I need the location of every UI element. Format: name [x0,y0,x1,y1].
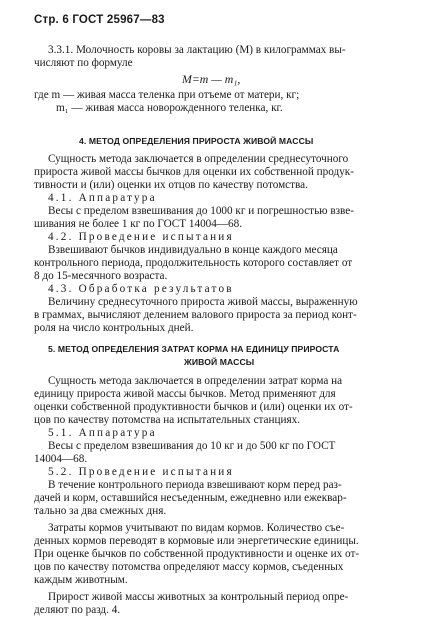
legend-line: m₁ — живая масса новорожденного теленка, кг. [56,102,283,114]
text-line: в граммах, вычисляют делением валового прироста за период конт- [34,309,357,321]
text-line: Сущность метода заключается в определении затрат корма на [48,375,343,387]
section-heading-5: 5. МЕТОД ОПРЕДЕЛЕНИЯ ЗАТРАТ КОРМА НА ЕДИНИЦУ ПРИРОСТА [48,344,340,354]
paragraph-3-3-1 [34,44,396,70]
text-line: Прирост живой массы животных за контрольный период опре- [48,591,349,603]
text-line: цов по качеству потомства определяют массу кормов, съеденных [34,561,344,573]
subsection-title: 5.1. Аппаратура [48,427,157,439]
text-line: тивности и (или) оценки их отцов по качеству потомства. [34,179,308,191]
page-header: Стр. 6 ГОСТ 25967—83 [34,14,165,26]
text-line: дачей и корм, оставшийся несъеденным, ежедневно или ежеквар- [34,492,347,504]
section-heading-5-cont: ЖИВОЙ МАССЫ [184,357,255,367]
section-4-body [34,153,396,335]
text-line: тально за два смежных дня. [34,505,167,517]
text-line: числяют по формуле [34,57,133,69]
text-line: Затраты кормов учитывают по видам кормов. Количество съе- [48,522,345,534]
subsection-title: 4.2. Проведение испытания [48,231,234,243]
text-line: каждым животным. [34,574,128,586]
legend-line: где m — живая масса теленка при отъеме от матери, кг; [34,89,300,101]
text-line: Весы с пределом взвешивания до 10 кг и до 500 кг по ГОСТ [48,440,336,452]
text-line: 3.3.1. Молочность коровы за лактацию (M) в килограммах вы- [48,44,346,56]
subsection-title: 4.1. Аппаратура [48,192,157,204]
text-line: единицу прироста живой массы бычков. Метод применяют для [34,388,336,400]
formula: M=m — m₁, [182,72,241,86]
text-line: Сущность метода заключается в определении среднесуточного [48,153,349,165]
text-line: 8 до 15-месячного возраста. [34,270,168,282]
text-line: Величину среднесуточного прироста живой массы, выраженную [48,296,358,308]
section-5-body [34,375,396,617]
text-line: цов по качеству потомства на испытательных станциях. [34,414,301,426]
text-line: В течение контрольного периода взвешивают корм перед раз- [48,479,342,491]
text-line: роля на число контрольных дней. [34,322,194,334]
text-line: контрольного периода, продолжительность которого составляет от [34,257,353,269]
text-line: Взвешивают бычков индивидуально в конце каждого месяца [48,244,338,256]
text-line: При оценке бычков по собственной продуктивности и оценке их от- [34,548,360,560]
text-line: денных кормов переводят в кормовые или энергетические единицы. [34,535,359,547]
text-line: оценки собственной продуктивности бычков и (или) оценки их от- [34,401,353,413]
text-line: 14004—68. [34,453,88,465]
section-heading-4: 4. МЕТОД ОПРЕДЕЛЕНИЯ ПРИРОСТА ЖИВОЙ МАССЫ [79,136,314,146]
text-line: прироста живой массы бычков для оценки их собственной продук- [34,166,354,178]
formula-legend [34,89,396,115]
text-line: шивания не более 1 кг по ГОСТ 14004—68. [34,218,243,230]
text-line: деляют по разд. 4. [34,604,121,616]
subsection-title: 4.3. Обработка результатов [48,283,234,295]
text-line: Весы с пределом взвешивания до 1000 кг и погрешностью взве- [48,205,354,217]
subsection-title: 5.2. Проведение испытания [48,466,234,478]
